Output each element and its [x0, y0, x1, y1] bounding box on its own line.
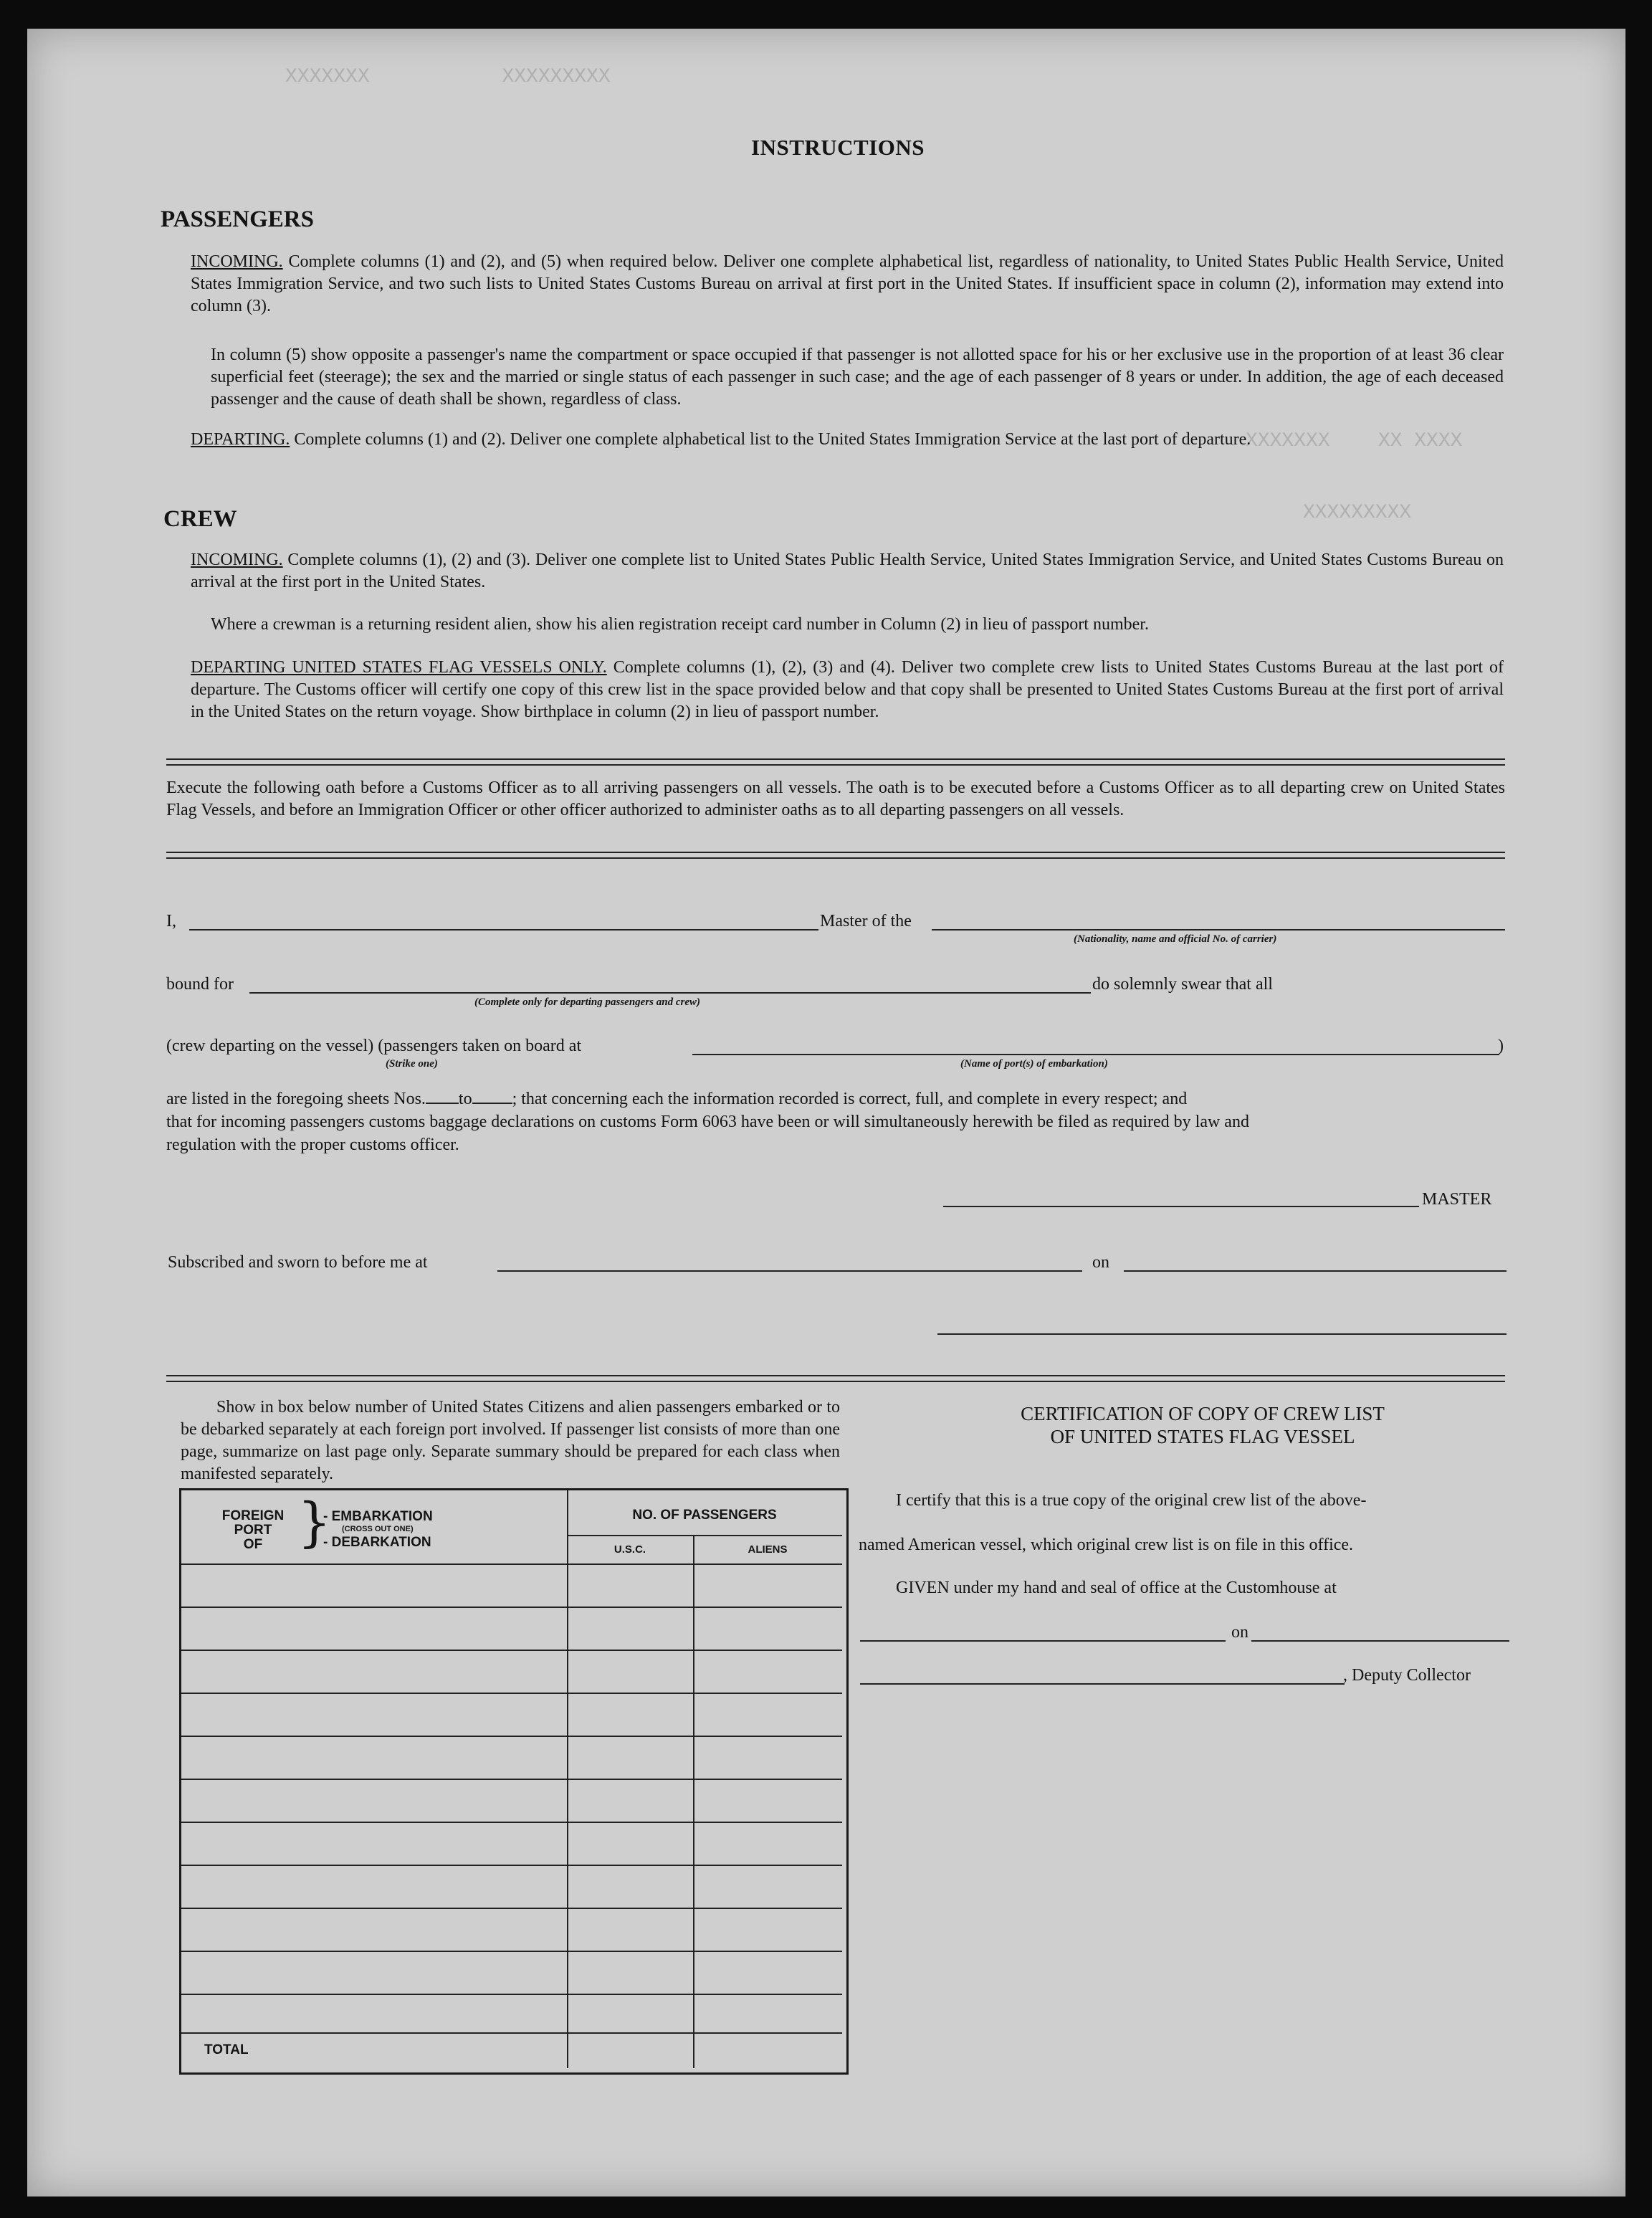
bound-for-field[interactable]	[249, 992, 1091, 994]
port-caption: (Name of port(s) of embarkation)	[960, 1058, 1108, 1070]
certification-heading	[880, 1402, 1525, 1448]
table-divider	[693, 1535, 694, 2068]
table-row-divider	[181, 1994, 842, 1995]
crew-heading: CREW	[163, 506, 237, 532]
passengers-departing-paragraph	[191, 429, 1504, 451]
divider	[166, 1375, 1505, 1376]
solemnly-swear-text: do solemnly swear that all	[1092, 975, 1273, 994]
foreign-port-word-2: PORT	[234, 1523, 272, 1538]
certification-heading-line-1: CERTIFICATION OF COPY OF CREW LIST	[1021, 1403, 1385, 1424]
table-row-divider	[181, 1779, 842, 1780]
crew-incoming-paragraph	[191, 549, 1504, 594]
table-row-divider	[181, 1951, 842, 1952]
bound-for-label: bound for	[166, 975, 234, 994]
crew-departing-label: DEPARTING UNITED STATES FLAG VESSELS ONLY.	[191, 658, 607, 677]
page-title: INSTRUCTIONS	[751, 135, 925, 160]
table-row-divider	[181, 1908, 842, 1909]
passengers-incoming-text: Complete columns (1) and (2), and (5) when required below. Deliver one complete alphabetical list, regardless of nationality, to United States Public Health Service, United States Immigration Service, and two such lists to United States Customs Bureau on arrival at first port in the United States. If insufficient space in column (2), information may extend into column (3).	[191, 252, 1504, 315]
sheet-from-field[interactable]	[426, 1103, 459, 1104]
listed-line-1	[166, 1090, 1187, 1109]
listed-line-2: that for incoming passengers customs baggage declarations on customs Form 6063 have been or will simultaneously herewith be filed as required by law and	[166, 1113, 1249, 1131]
nationality-caption: (Nationality, name and official No. of carrier)	[1074, 933, 1277, 945]
passenger-summary-table	[179, 1488, 849, 2075]
master-signature-field[interactable]	[943, 1206, 1419, 1207]
foreign-port-word-3: OF	[243, 1537, 263, 1552]
divider	[166, 1381, 1505, 1382]
sheet-to-field[interactable]	[472, 1103, 512, 1104]
passengers-incoming-paragraph	[191, 251, 1504, 318]
customhouse-field[interactable]	[860, 1640, 1226, 1642]
bleed-through-text: XXXXXXXXX	[1303, 502, 1412, 524]
bleed-through-text: XXXXXXX XX XXXX	[1246, 430, 1463, 452]
oath-i-label: I,	[166, 912, 176, 930]
listed-line-3: regulation with the proper customs officer.	[166, 1136, 459, 1154]
certification-heading-line-2: OF UNITED STATES FLAG VESSEL	[1050, 1426, 1355, 1447]
passengers-column5-paragraph: In column (5) show opposite a passenger's name the compartment or space occupied if that passenger is not allotted space for his or her exclusive use in the proportion of at least 36 clear superficial feet (steerage); the sex and the married or single status of each passenger in such case; and the age of each passenger of 8 years or under. In addition, the age of each deceased passenger and the cause of death shall be shown, regardless of class.	[211, 346, 1504, 409]
crew-incoming-label: INCOMING.	[191, 551, 283, 569]
port-embarkation-field[interactable]	[692, 1054, 1499, 1055]
listed-text-1: ; that concerning each the information recorded is correct, full, and complete in every respect; and	[512, 1090, 1188, 1108]
table-row-divider	[181, 1865, 842, 1866]
document-page	[27, 29, 1625, 2196]
table-row-divider	[181, 2032, 842, 2034]
table-divider	[567, 1535, 842, 1536]
certification-on-label: on	[1231, 1623, 1248, 1642]
passengers-departing-label: DEPARTING.	[191, 430, 290, 449]
strike-one-caption: (Strike one)	[386, 1058, 438, 1070]
carrier-field[interactable]	[932, 929, 1505, 930]
aliens-header: ALIENS	[748, 1543, 788, 1556]
foreign-port-word-1: FOREIGN	[221, 1508, 285, 1523]
table-row-divider	[181, 1822, 842, 1823]
passengers-incoming-label: INCOMING.	[191, 252, 283, 271]
passengers-heading: PASSENGERS	[161, 206, 314, 232]
table-row-divider	[181, 1650, 842, 1651]
table-row-divider	[181, 1693, 842, 1694]
foreign-port-header	[210, 1509, 296, 1552]
table-row-divider	[181, 1563, 842, 1565]
brace-icon: }	[297, 1492, 332, 1553]
given-line: GIVEN under my hand and seal of office at the Customhouse at	[896, 1579, 1337, 1597]
oath-instructions: Execute the following oath before a Customs Officer as to all arriving passengers on all vessels. The oath is to be executed before a Customs Officer as to all departing crew on United States Flag Vessels, and before an Immigration Officer or other officer authorized to administer oaths as to all departing passengers on all vessels.	[166, 779, 1505, 819]
listed-prefix: are listed in the foregoing sheets Nos.	[166, 1090, 426, 1108]
debarkation-label: - DEBARKATION	[323, 1535, 431, 1550]
deputy-collector-field[interactable]	[860, 1683, 1345, 1685]
divider	[166, 852, 1505, 853]
crew-departing-text: Complete columns (1), (2), (3) and (4). Deliver two complete crew lists to United States Customs Bureau at the last port of departure. The Customs officer will certify one copy of this crew list in the space provided below and that copy shall be presented to United States Customs Bureau at the first port of arrival in the United States on the return voyage. Show birthplace in column (2) in lieu of passport number.	[191, 658, 1504, 721]
officer-signature-field[interactable]	[937, 1333, 1507, 1335]
divider	[166, 764, 1505, 766]
subscribed-place-field[interactable]	[497, 1270, 1082, 1272]
table-row-divider	[181, 1736, 842, 1737]
crew-incoming-text: Complete columns (1), (2) and (3). Deliver one complete list to United States Public Health Service, United States Immigration Service, and United States Customs Bureau on arrival at the first port in the United States.	[191, 551, 1504, 591]
no-of-passengers-header: NO. OF PASSENGERS	[632, 1508, 777, 1523]
master-name-field[interactable]	[189, 929, 818, 930]
certify-line-1: I certify that this is a true copy of the original crew list of the above-	[896, 1491, 1367, 1510]
subscribed-label: Subscribed and sworn to before me at	[168, 1253, 428, 1272]
crew-resident-paragraph: Where a crewman is a returning resident alien, show his alien registration receipt card number in Column (2) in lieu of passport number.	[211, 615, 1149, 634]
master-label: MASTER	[1422, 1190, 1492, 1209]
divider	[166, 758, 1505, 760]
subscribed-date-field[interactable]	[1124, 1270, 1507, 1272]
passengers-departing-text: Complete columns (1) and (2). Deliver one complete alphabetical list to the United States Immigration Service at the last port of departure.	[294, 430, 1251, 449]
crew-departing-text: (crew departing on the vessel) (passengers taken on board at	[166, 1037, 582, 1055]
subscribed-on-label: on	[1092, 1253, 1109, 1272]
crew-departing-paragraph	[191, 657, 1504, 723]
certification-date-field[interactable]	[1251, 1640, 1509, 1642]
table-row-divider	[181, 1607, 842, 1608]
total-label: TOTAL	[204, 2042, 249, 2057]
divider	[166, 857, 1505, 859]
master-of-label: Master of the	[820, 912, 912, 930]
to-label: to	[458, 1090, 472, 1108]
certify-line-2: named American vessel, which original crew list is on file in this office.	[859, 1536, 1354, 1554]
complete-only-caption: (Complete only for departing passengers and crew)	[474, 996, 700, 1008]
deputy-collector-label: , Deputy Collector	[1343, 1666, 1471, 1685]
cross-out-label: (CROSS OUT ONE)	[342, 1525, 414, 1533]
embarkation-label: - EMBARKATION	[323, 1509, 433, 1524]
usc-header: U.S.C.	[613, 1543, 646, 1556]
bleed-through-text: XXXXXXX XXXXXXXXX	[285, 66, 611, 88]
close-paren: )	[1498, 1037, 1504, 1055]
summary-instructions: Show in box below number of United States Citizens and alien passengers embarked or to be debarked separately at each foreign port involved. If passenger list consists of more than one page, summarize on last page only. Separate summary should be prepared for each class when manifested separately.	[181, 1398, 840, 1483]
